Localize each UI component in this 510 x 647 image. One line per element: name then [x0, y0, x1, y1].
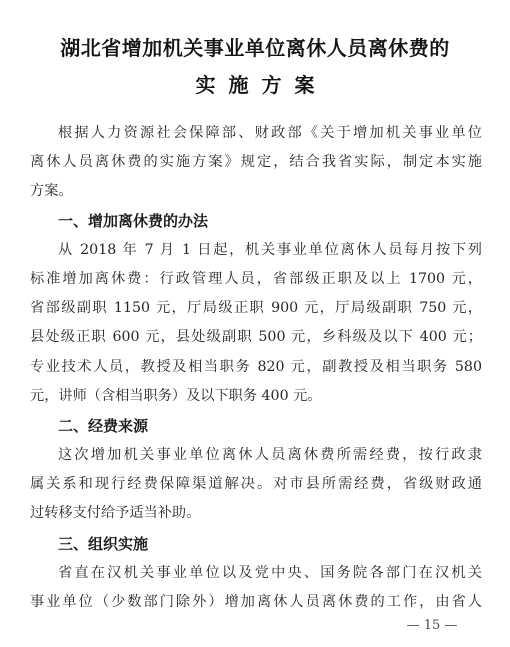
intro-line-2: 离休人员离休费的实施方案》规定，结合我省实际，制定本实施 [30, 154, 482, 170]
document-title-line-1: 湖北省增加机关事业单位离休人员离休费的 [60, 36, 450, 60]
section-1-line-1: 从 2018 年 7 月 1 日起，机关事业单位离休人员每月按下列 [58, 242, 482, 258]
section-2-line-3: 过转移支付给予适当补助。 [30, 505, 201, 521]
section-3-line-2: 事业单位（少数部门除外）增加离休人员离休费的工作，由省人 [30, 594, 482, 610]
section-1-line-2: 标准增加离休费：行政管理人员，省部级正职及以上 1700 元， [30, 271, 482, 287]
section-1-line-5: 专业技术人员，教授及相当职务 820 元，副教授及相当职务 580 [30, 359, 482, 375]
intro-line-3: 方案。 [30, 183, 73, 199]
section-heading-1: 一、增加离休费的办法 [58, 212, 209, 230]
section-heading-3: 三、组织实施 [58, 535, 149, 553]
document-title-line-2: 实施方案 [195, 73, 328, 97]
section-2-line-2: 属关系和现行经费保障渠道解决。对市县所需经费，省级财政通 [30, 476, 482, 492]
intro-line-1: 根据人力资源社会保障部、财政部《关于增加机关事业单位 [58, 125, 482, 141]
section-1-line-6: 元，讲师（含相当职务）及以下职务 400 元。 [30, 388, 322, 404]
section-3-line-1: 省直在汉机关事业单位以及党中央、国务院各部门在汉机关 [58, 565, 482, 581]
section-2-line-1: 这次增加机关事业单位离休人员离休费所需经费，按行政隶 [58, 447, 482, 463]
section-1-line-3: 省部级副职 1150 元，厅局级正职 900 元，厅局级副职 750 元， [30, 300, 482, 316]
section-1-line-4: 县处级正职 600 元，县处级副职 500 元，乡科级及以下 400 元； [30, 329, 482, 345]
page-number: — 15 — [406, 618, 458, 633]
section-heading-2: 二、经费来源 [58, 417, 149, 435]
